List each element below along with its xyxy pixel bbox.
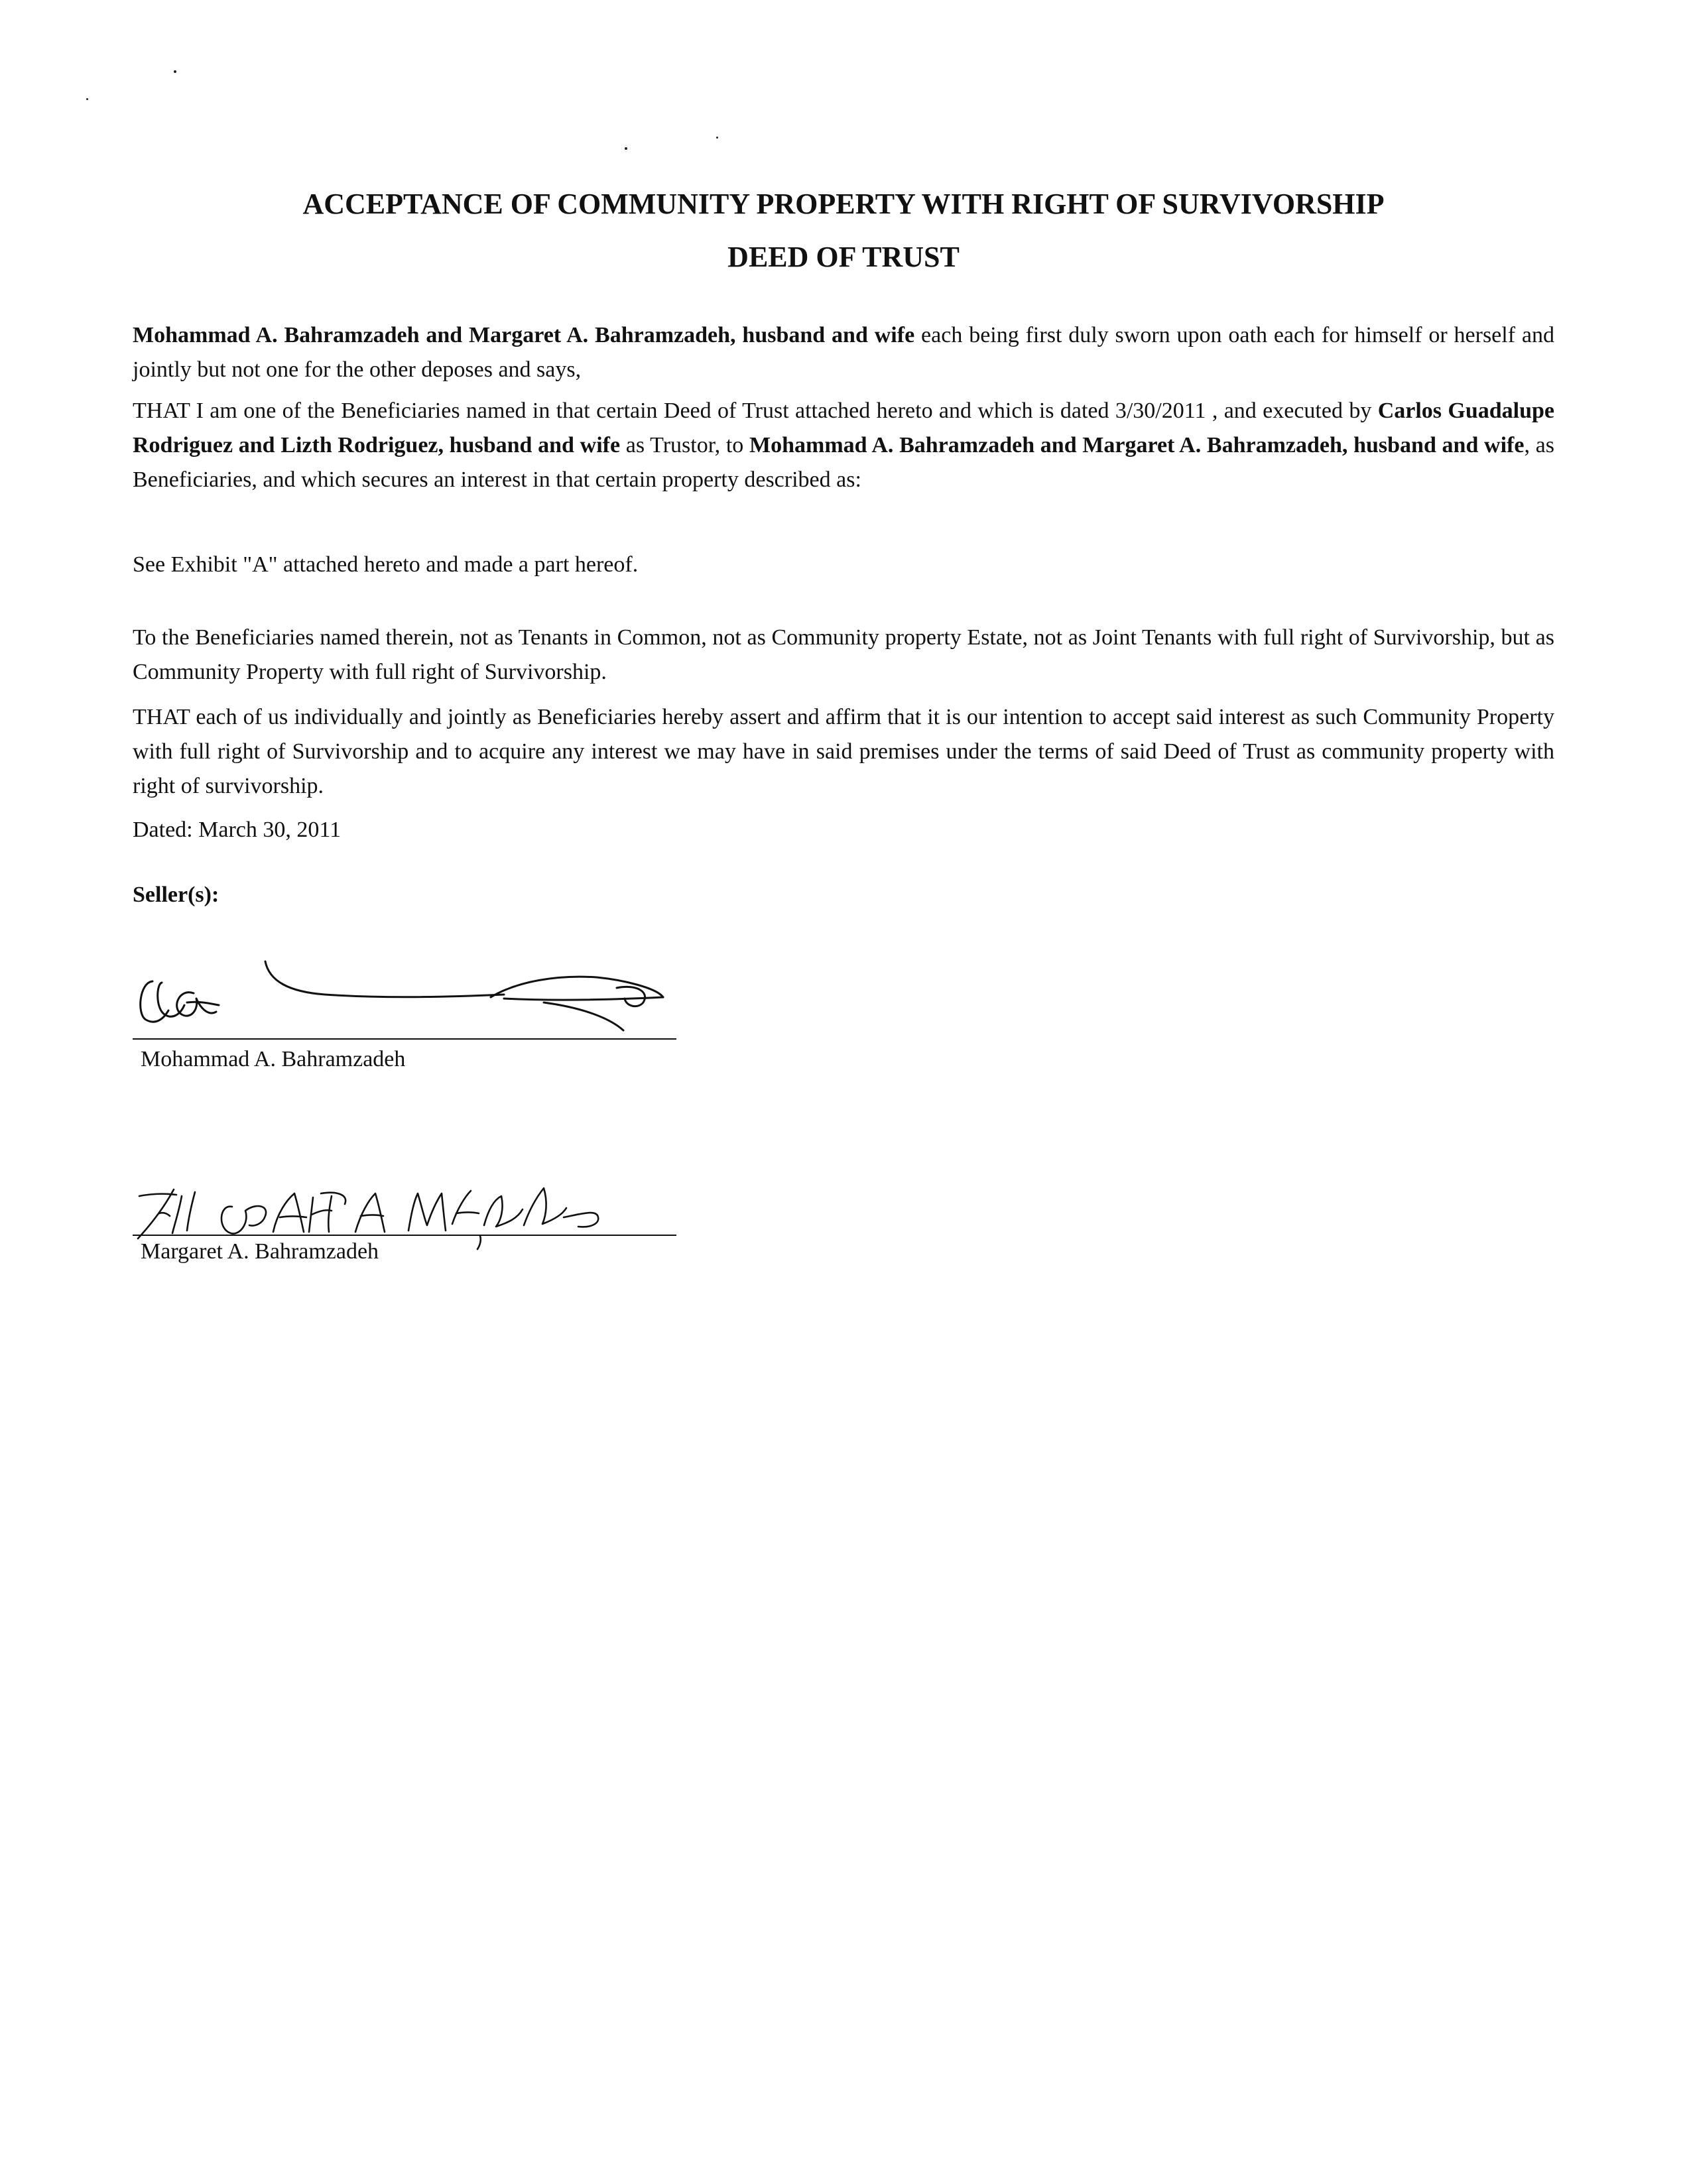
signature-block-2 — [133, 1167, 676, 1286]
trustor-names: Carlos Guadalupe Rodriguez and Lizth Rodriguez, husband and wife — [133, 398, 1554, 457]
sellers-label-text: Seller(s): — [133, 882, 219, 907]
tenancy-text: To the Beneficiaries named therein, not as Tenants in Common, not as Community property Estate, not as Joint Tenants with full right of Survivorship, but as Community Property with full right of Survivorship. — [133, 625, 1554, 684]
beneficiary-paragraph — [133, 394, 1554, 497]
title-line-2: DEED OF TRUST — [727, 241, 960, 273]
exhibit-text: See Exhibit "A" attached hereto and made a part hereof. — [133, 552, 639, 577]
that1-text-2: as Trustor, to — [620, 433, 749, 457]
intro-text: each being first duly sworn upon oath each for himself or herself and jointly but not one for the other deposes and says, — [133, 323, 1554, 382]
affirmation-text: THAT each of us individually and jointly as Beneficiaries hereby assert and affirm that it is our intention to accept said interest as such Community Property with full right of Survivorship and to acquire any interest we may have in said premises under the terms of said Deed of Trust as community property with right of survivorship. — [133, 705, 1554, 798]
intro-parties: Mohammad A. Bahramzadeh and Margaret A. Bahramzadeh, husband and wife — [133, 323, 915, 347]
signer-name-2: Margaret A. Bahramzadeh — [141, 1239, 379, 1264]
beneficiary-names: Mohammad A. Bahramzadeh and Margaret A. Bahramzadeh, husband and wife — [749, 433, 1525, 457]
signature-1 — [133, 941, 676, 1041]
affirmation-paragraph — [133, 700, 1554, 804]
scan-speck — [86, 98, 88, 100]
signature-line-1 — [133, 1038, 676, 1040]
document-title — [133, 178, 1554, 284]
sellers-label — [133, 878, 1554, 912]
scan-speck — [625, 147, 627, 150]
dated-line — [133, 813, 1554, 847]
scan-speck — [174, 70, 176, 73]
that1-text-1: THAT I am one of the Beneficiaries named in that certain Deed of Trust attached hereto and which is dated 3/30/2011 , and executed by — [133, 398, 1378, 423]
title-line-1: ACCEPTANCE OF COMMUNITY PROPERTY WITH RIGHT OF SURVIVORSHIP — [302, 188, 1385, 220]
intro-paragraph — [133, 318, 1554, 387]
that1-text-3: , as Beneficiaries, and which secures an interest in that certain property described as: — [133, 433, 1554, 492]
exhibit-paragraph — [133, 548, 1554, 582]
signature-block-1 — [133, 941, 676, 1087]
tenancy-paragraph — [133, 621, 1554, 690]
dated-text: Dated: March 30, 2011 — [133, 818, 342, 842]
scan-speck — [716, 137, 718, 139]
signer-name-1: Mohammad A. Bahramzadeh — [141, 1047, 406, 1071]
signature-line-2 — [133, 1235, 676, 1236]
